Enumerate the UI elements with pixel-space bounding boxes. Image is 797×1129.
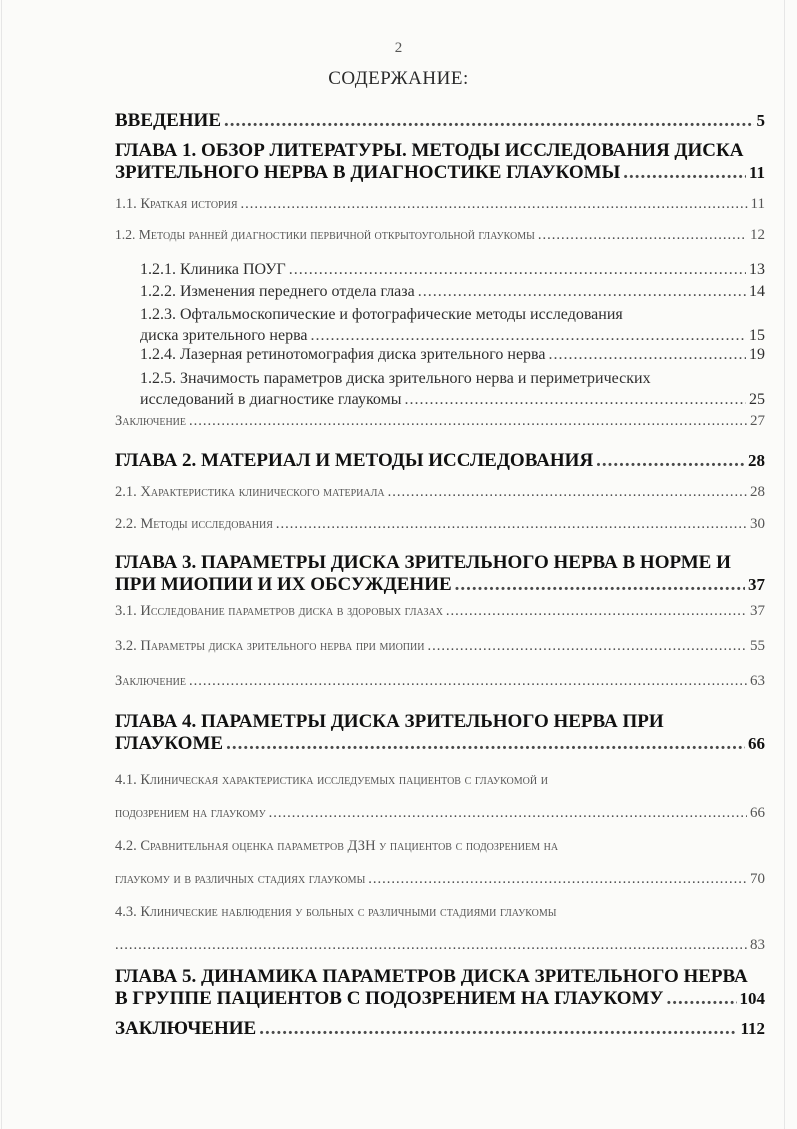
leader-dots xyxy=(241,196,748,213)
toc-entry-title-line1: 1.2.5. Значимость параметров диска зрительного нерва и периметрических xyxy=(140,370,651,387)
leader-dots xyxy=(189,673,747,690)
page-number: 2 xyxy=(394,40,403,56)
toc-entry-title-line1: ГЛАВА 3. ПАРАМЕТРЫ ДИСКА ЗРИТЕЛЬНОГО НЕРВА В НОРМЕ И xyxy=(115,552,731,573)
leader-dots xyxy=(189,413,747,430)
toc-entry-page: 25 xyxy=(749,391,765,408)
toc-entry-page: 66 xyxy=(750,805,765,821)
toc-entry-chapter-1-conclusion xyxy=(115,413,765,430)
toc-entry-page: 63 xyxy=(750,673,765,689)
toc-entry-page: 12 xyxy=(750,227,765,243)
toc-entry-section-1-2-5 xyxy=(140,368,765,410)
toc-entry-conclusion xyxy=(115,1018,765,1040)
leader-dots xyxy=(388,484,747,501)
toc-entry-title: Заключение xyxy=(115,413,186,429)
toc-entry-title-line2: ЗРИТЕЛЬНОГО НЕРВА В ДИАГНОСТИКЕ ГЛАУКОМЫ xyxy=(115,162,621,183)
toc-entry-page: 19 xyxy=(749,346,765,363)
toc-entry-section-3-2 xyxy=(115,638,765,655)
toc-entry-title-line1: ГЛАВА 4. ПАРАМЕТРЫ ДИСКА ЗРИТЕЛЬНОГО НЕРВА ПРИ xyxy=(115,711,664,732)
toc-entry-page: 37 xyxy=(750,603,765,619)
toc-entry-page: 27 xyxy=(750,413,765,429)
toc-entry-title: ВВЕДЕНИЕ xyxy=(115,110,221,131)
toc-entry-title-line1: 4.2. Сравнительная оценка параметров ДЗН у пациентов с подозрением на xyxy=(115,838,559,854)
toc-entry-page: 70 xyxy=(750,871,765,887)
toc-heading: СОДЕРЖАНИЕ: xyxy=(328,68,469,89)
toc-entry-section-1-2-1 xyxy=(140,261,765,279)
toc-entry-title-line2: исследований в диагностике глаукомы xyxy=(140,391,402,408)
toc-entry-page: 11 xyxy=(750,196,765,212)
toc-entry-section-3-1 xyxy=(115,603,765,620)
leader-dots xyxy=(259,1018,737,1040)
toc-entry-page: 83 xyxy=(750,937,765,953)
leader-dots xyxy=(404,389,746,410)
toc-entry-title: 2.2. Методы исследования xyxy=(115,516,273,532)
toc-entry-title: 1.1. Краткая история xyxy=(115,196,238,212)
leader-dots xyxy=(289,261,746,279)
toc-entry-title: ЗАКЛЮЧЕНИЕ xyxy=(115,1018,257,1039)
leader-dots xyxy=(368,863,747,896)
leader-dots xyxy=(224,110,754,132)
toc-entry-page: 11 xyxy=(748,163,765,182)
toc-entry-section-1-2-3 xyxy=(140,304,765,346)
leader-dots xyxy=(311,325,746,346)
toc-entry-title-line2: глаукому и в различных стадиях глаукомы xyxy=(115,871,366,887)
toc-entry-title: Заключение xyxy=(115,673,186,689)
toc-entry-page: 37 xyxy=(748,575,765,594)
toc-entry-page: 5 xyxy=(756,111,765,130)
leader-dots xyxy=(418,283,746,301)
toc-entry-title-line1: 1.2.3. Офтальмоскопические и фотографические методы исследования xyxy=(140,306,623,323)
toc-entry-page: 66 xyxy=(748,734,765,753)
leader-dots xyxy=(115,929,747,962)
toc-entry-title-line2: ГЛАУКОМЕ xyxy=(115,733,224,754)
toc-entry-title: 2.1. Характеристика клинического материала xyxy=(115,484,385,500)
leader-dots xyxy=(446,603,747,620)
toc-entry-page: 112 xyxy=(740,1019,765,1038)
toc-entry-page: 28 xyxy=(748,451,765,470)
toc-entry-page: 13 xyxy=(749,261,765,278)
toc-entry-chapter-2 xyxy=(115,450,765,472)
toc-entry-section-1-2-2 xyxy=(140,283,765,301)
leader-dots xyxy=(455,574,745,596)
toc-entry-page: 30 xyxy=(750,516,765,532)
toc-entry-title-line1: ГЛАВА 1. ОБЗОР ЛИТЕРАТУРЫ. МЕТОДЫ ИССЛЕДОВАНИЯ ДИСКА xyxy=(115,140,744,161)
leader-dots xyxy=(549,346,747,364)
toc-entry-title: 1.2. Методы ранней диагностики первичной открытоугольной глаукомы xyxy=(115,227,535,242)
toc-entry-page: 14 xyxy=(749,283,765,300)
toc-entry-title: 1.2.1. Клиника ПОУГ xyxy=(140,261,286,278)
toc-entry-title-line2: диска зрительного нерва xyxy=(140,327,308,344)
leader-dots xyxy=(538,227,747,244)
toc-entry-chapter-4 xyxy=(115,711,765,755)
toc-entry-title: ГЛАВА 2. МАТЕРИАЛ И МЕТОДЫ ИССЛЕДОВАНИЯ xyxy=(115,450,594,471)
toc-entry-section-4-1 xyxy=(115,764,765,830)
toc-entry-title: 1.2.2. Изменения переднего отдела глаза xyxy=(140,283,415,300)
toc-entry-title-line2: ПРИ МИОПИИ И ИХ ОБСУЖДЕНИЕ xyxy=(115,574,452,595)
leader-dots xyxy=(666,988,736,1010)
toc-entry-introduction xyxy=(115,110,765,132)
toc-entry-chapter-5 xyxy=(115,966,765,1010)
toc-entry-section-4-3 xyxy=(115,896,765,962)
toc-entry-section-1-2 xyxy=(115,227,765,244)
toc-entry-page: 15 xyxy=(749,327,765,344)
toc-entry-section-2-2 xyxy=(115,516,765,533)
leader-dots xyxy=(623,162,746,184)
toc-entry-title: 3.2. Параметры диска зрительного нерва при миопии xyxy=(115,638,425,654)
toc-entry-page: 104 xyxy=(739,989,765,1008)
toc-entry-title: 3.1. Исследование параметров диска в здоровых глазах xyxy=(115,603,443,619)
toc-entry-page: 28 xyxy=(750,484,765,500)
toc-entry-section-4-2 xyxy=(115,830,765,896)
toc-entry-chapter-1 xyxy=(115,140,765,184)
toc-entry-title-line1: 4.3. Клинические наблюдения у больных с различными стадиями глаукомы xyxy=(115,904,557,920)
toc-entry-chapter-3 xyxy=(115,552,765,596)
leader-dots xyxy=(596,450,745,472)
toc-entry-page: 55 xyxy=(750,638,765,654)
toc-entry-title-line2: подозрением на глаукому xyxy=(115,805,266,821)
toc-entry-section-2-1 xyxy=(115,484,765,501)
toc-entry-section-1-1 xyxy=(115,196,765,213)
toc-entry-section-1-2-4 xyxy=(140,346,765,364)
toc-entry-title: 1.2.4. Лазерная ретинотомография диска зрительного нерва xyxy=(140,346,546,363)
toc-entry-chapter-3-conclusion xyxy=(115,673,765,690)
leader-dots xyxy=(269,797,747,830)
leader-dots xyxy=(226,733,745,755)
leader-dots xyxy=(427,638,747,655)
toc-entry-title-line2: В ГРУППЕ ПАЦИЕНТОВ С ПОДОЗРЕНИЕМ НА ГЛАУКОМУ xyxy=(115,988,664,1009)
toc-entry-title-line1: ГЛАВА 5. ДИНАМИКА ПАРАМЕТРОВ ДИСКА ЗРИТЕЛЬНОГО НЕРВА xyxy=(115,966,748,987)
leader-dots xyxy=(276,516,747,533)
toc-entry-title-line1: 4.1. Клиническая характеристика исследуемых пациентов с глаукомой и xyxy=(115,772,548,788)
